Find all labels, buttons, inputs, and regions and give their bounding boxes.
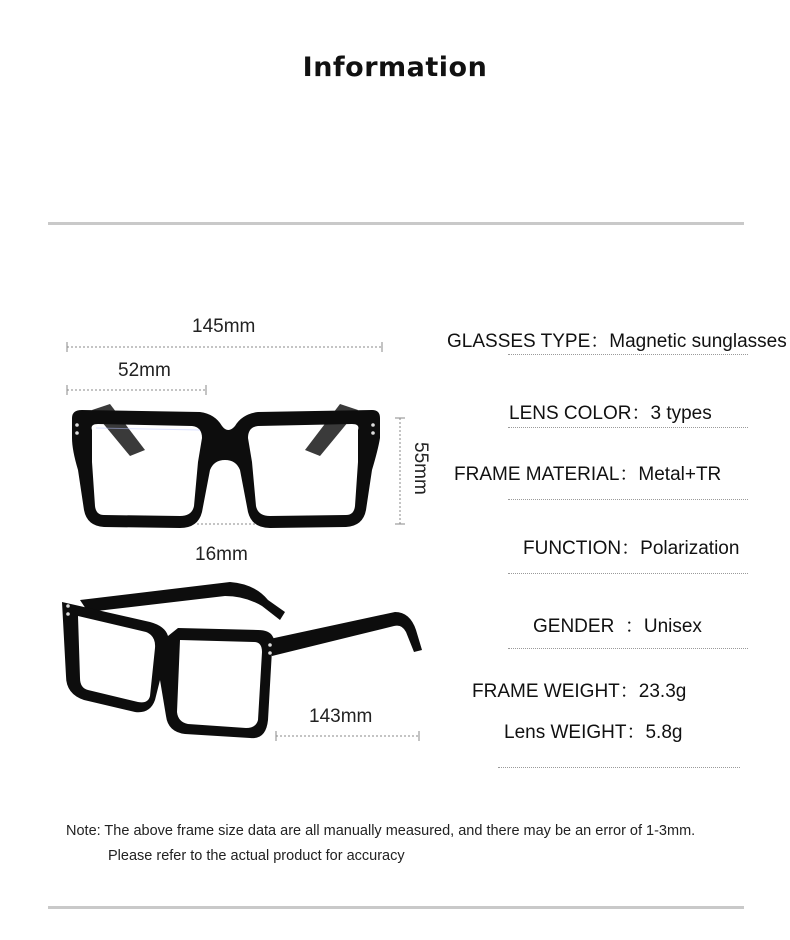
dimension-lines (67, 342, 419, 741)
spec-lens-weight (504, 717, 682, 744)
spec-divider (508, 427, 748, 428)
front-view-glasses (72, 404, 380, 528)
spec-frame-material (454, 459, 721, 486)
bottom-divider (48, 906, 744, 909)
spec-divider (508, 354, 748, 355)
spec-divider (508, 499, 748, 500)
spec-divider (508, 648, 748, 649)
note-line-1: Note: The above frame size data are all manually measured, and there may be an error of 1-3mm. (66, 823, 696, 839)
spec-divider (508, 573, 748, 574)
spec-label: Lens WEIGHT： (504, 722, 646, 743)
dimension-lens-width: 52mm (118, 360, 171, 381)
spec-value: 5.8g (645, 722, 683, 743)
spec-glasses-type (447, 326, 787, 353)
spec-label: GENDER ： (533, 616, 644, 637)
note-line-2: Please refer to the actual product for accuracy (108, 848, 405, 864)
spec-value: 3 types (650, 403, 712, 424)
spec-gender (533, 611, 702, 638)
spec-divider (498, 767, 740, 768)
spec-function (523, 533, 739, 560)
dimension-lens-height: 55mm (410, 442, 431, 495)
spec-label: FRAME MATERIAL： (454, 464, 639, 485)
dimension-total-width: 145mm (192, 316, 256, 337)
spec-lens-color (509, 398, 712, 425)
spec-label: GLASSES TYPE： (447, 331, 610, 352)
page-title: Information (302, 52, 488, 83)
spec-label: FUNCTION： (523, 538, 641, 559)
spec-value: Magnetic sunglasses (609, 331, 787, 352)
dimension-temple-length: 143mm (309, 706, 373, 727)
dimension-bridge: 16mm (195, 544, 248, 565)
spec-frame-weight (472, 676, 686, 703)
spec-value: Polarization (640, 538, 740, 559)
spec-value: Unisex (643, 616, 702, 637)
spec-label: FRAME WEIGHT： (472, 681, 639, 702)
spec-value: 23.3g (638, 681, 687, 702)
spec-label: LENS COLOR： (509, 403, 651, 424)
spec-value: Metal+TR (638, 464, 722, 485)
